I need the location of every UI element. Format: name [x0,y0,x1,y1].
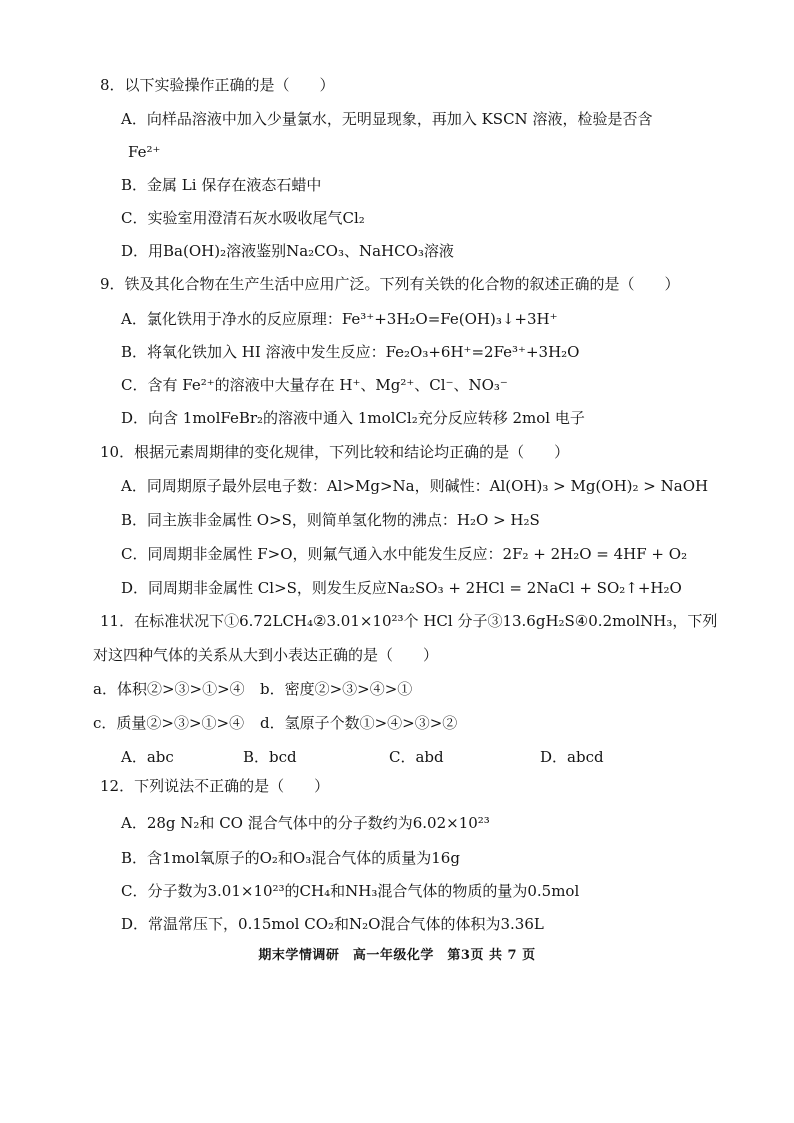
question-8-stem: 8．以下实验操作正确的是（ ） [100,76,335,94]
q10-option-c: C．同周期非金属性 F>O，则氟气通入水中能发生反应：2F₂ + 2H₂O = 4HF + O₂ [121,545,688,563]
question-10-stem: 10．根据元素周期律的变化规律，下列比较和结论均正确的是（ ） [100,443,570,461]
q11-option-a: A．abc [121,748,174,766]
q11-choice-b: b．密度②>③>④>① [260,680,413,698]
q10-option-a: A．同周期原子最外层电子数：Al>Mg>Na，则碱性：Al(OH)₃ > Mg(OH)₂ > NaOH [121,477,709,495]
q9-option-c: C．含有 Fe²⁺的溶液中大量存在 H⁺、Mg²⁺、Cl⁻、NO₃⁻ [121,376,508,394]
q12-option-a: A．28g N₂和 CO 混合气体中的分子数约为6.02×10²³ [121,814,490,832]
q11-choice-d: d．氢原子个数①>④>③>② [260,714,458,732]
q8-option-a-cont: Fe²⁺ [128,143,161,161]
q8-option-a: A．向样品溶液中加入少量氯水，无明显现象，再加入 KSCN 溶液，检验是否含 [121,110,653,128]
q12-option-b: B．含1mol氧原子的O₂和O₃混合气体的质量为16g [121,849,460,867]
q8-option-c: C．实验室用澄清石灰水吸收尾气Cl₂ [121,209,365,227]
question-9-stem: 9．铁及其化合物在生产生活中应用广泛。下列有关铁的化合物的叙述正确的是（ ） [100,275,680,293]
q9-option-a: A．氯化铁用于净水的反应原理：Fe³⁺+3H₂O=Fe(OH)₃↓+3H⁺ [121,310,558,328]
q12-option-c: C．分子数为3.01×10²³的CH₄和NH₃混合气体的物质的量为0.5mol [121,882,580,900]
q11-option-c: C．abd [389,748,444,766]
q8-option-b: B．金属 Li 保存在液态石蜡中 [121,176,322,194]
q9-option-d: D．向含 1molFeBr₂的溶液中通入 1molCl₂充分反应转移 2mol 电子 [121,409,585,427]
q10-option-d: D．同周期非金属性 Cl>S，则发生反应Na₂SO₃ + 2HCl = 2NaCl + SO₂↑+H₂O [121,579,682,597]
q9-option-b: B．将氧化铁加入 HI 溶液中发生反应：Fe₂O₃+6H⁺=2Fe³⁺+3H₂O [121,343,580,361]
q11-option-b: B．bcd [243,748,297,766]
question-11-stem-cont: 对这四种气体的关系从大到小表达正确的是（ ） [93,646,439,664]
q11-choice-a: a．体积②>③>①>④ [93,680,245,698]
question-11-stem: 11．在标准状况下①6.72LCH₄②3.01×10²³个 HCl 分子③13.6gH₂S④0.2molNH₃，下列 [100,612,718,630]
q10-option-b: B．同主族非金属性 O>S，则简单氢化物的沸点：H₂O > H₂S [121,511,540,529]
q8-option-d: D．用Ba(OH)₂溶液鉴别Na₂CO₃、NaHCO₃溶液 [121,242,454,260]
question-12-stem: 12．下列说法不正确的是（ ） [100,777,330,795]
q11-choice-c: c．质量②>③>①>④ [93,714,245,732]
q11-option-d: D．abcd [540,748,604,766]
q12-option-d: D．常温常压下，0.15mol CO₂和N₂O混合气体的体积为3.36L [121,915,544,933]
page-footer: 期末学情调研 高一年级化学 第3页 共 7 页 [258,948,536,963]
